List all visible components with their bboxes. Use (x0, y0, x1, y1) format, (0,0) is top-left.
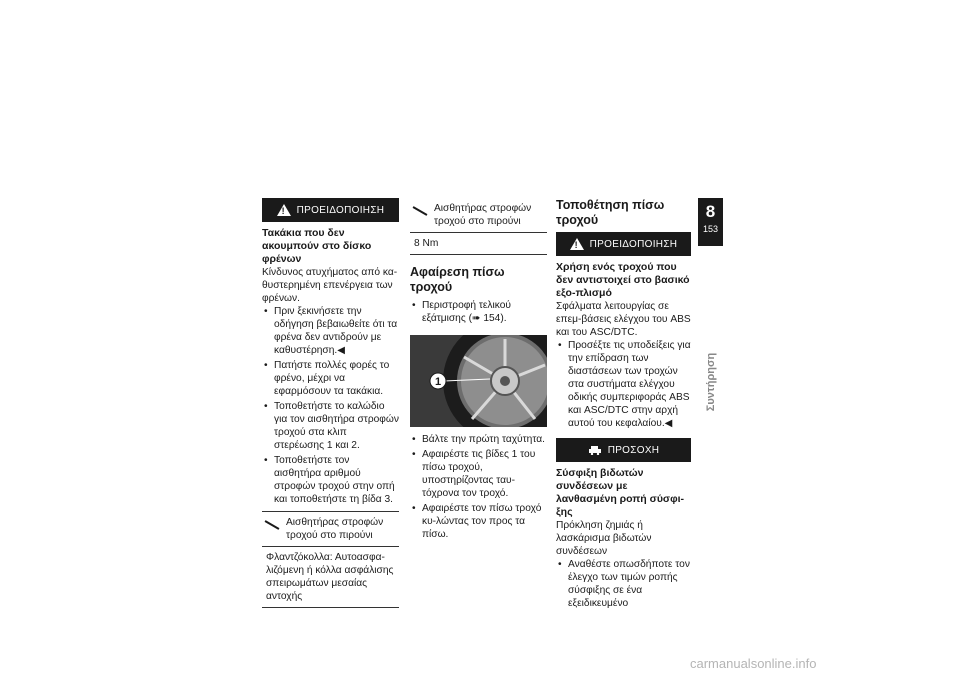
list-item: • Πατήστε πολλές φορές το φρένο, μέχρι να εφαρμόσουν τα τακάκια. (262, 359, 399, 398)
column-middle (410, 198, 547, 543)
warning-banner (556, 232, 691, 256)
chapter-number: 8 (705, 202, 716, 221)
warning-label: ΠΡΟΕΙΔΟΠΟΙΗΣΗ (296, 204, 385, 216)
bullet-list (556, 558, 691, 610)
torque-note (262, 511, 399, 547)
bullet-list (556, 339, 691, 430)
caution-label: ΠΡΟΣΟΧΗ (607, 444, 660, 456)
caution-banner (556, 438, 691, 462)
list-item: • Τοποθετήστε τον αισθητήρα αριθμού στροφών τροχού στην οπή και τοποθετήστε τη βίδα 3. (262, 454, 399, 506)
caution-intro: Πρόκληση ζημιάς ή λασκάρισμα βιδωτών συνδέσεων (556, 520, 652, 557)
figure-callout-label: 1 (434, 376, 442, 388)
note-text: Αισθητήρας στροφών τροχού στο πιρούνι (286, 517, 384, 541)
watermark: carmanualsonline.info (690, 656, 817, 671)
torque-note (410, 198, 547, 233)
list-item: • Πριν ξεκινήσετε την οδήγηση βεβαιωθείτε ότι τα φρένα δεν αντιδρούν με καθυστέρηση.◀ (262, 305, 399, 357)
chapter-tab (698, 198, 723, 246)
section-heading: Αφαίρεση πίσω τροχού (410, 265, 505, 294)
chapter-title: Συντήρηση (704, 352, 717, 412)
list-item: • Βάλτε την πρώτη ταχύτητα. (410, 433, 547, 446)
warning-triangle-icon (277, 204, 291, 216)
warning-heading: Τακάκια που δεν ακουμπούν στο δίσκο φρένων (262, 227, 372, 265)
warning-triangle-icon (570, 238, 584, 250)
note-text: Αισθητήρας στροφών τροχού στο πιρούνι (434, 203, 532, 227)
list-item: • Τοποθετήστε το καλώδιο για τον αισθητήρα στροφών τροχού στα κλιπ στερέωσης 1 και 2. (262, 400, 399, 452)
column-right (556, 198, 691, 612)
torque-value: 8 Nm (410, 233, 547, 255)
car-damage-icon (588, 445, 602, 455)
bullet-list (410, 299, 547, 325)
section-heading: Τοποθέτηση πίσω τροχού (556, 198, 665, 227)
wrench-icon (262, 516, 286, 542)
thread-locker-note: Φλαντζόκολλα: Αυτοασφα-λιζόμενη ή κόλλα ασφάλισης σπειρωμάτων μεσαίας αντοχής (262, 547, 399, 608)
chapter-side-label (698, 342, 723, 422)
warning-intro: Σφάλματα λειτουργίας σε επεμ-βάσεις ελέγχου του ABS και του ASC/DTC. (556, 301, 691, 338)
list-item: • Αφαιρέστε τον πίσω τροχό κυ-λώντας τον προς τα πίσω. (410, 502, 547, 541)
rear-wheel-figure (410, 335, 547, 427)
warning-intro: Κίνδυνος ατυχήματος από κα-θυστερημένη επενέργεια των φρένων. (262, 267, 398, 304)
wrench-icon (410, 202, 434, 228)
bullet-list (410, 433, 547, 541)
list-item: • Περιστροφή τελικού εξάτμισης (➠ 154). (410, 299, 547, 325)
list-item: • Προσέξτε τις υποδείξεις για την επίδραση των διαστάσεων των τροχών στα συστήματα ελέγχου οδικής συμπεριφοράς ABS και ASC/DTC στην αρχή αυτού του κεφαλαίου.◀ (556, 339, 691, 430)
warning-label: ΠΡΟΕΙΔΟΠΟΙΗΣΗ (589, 238, 678, 250)
column-left (262, 198, 399, 608)
list-item: • Αναθέστε οπωσδήποτε τον έλεγχο των τιμών ροπής σύσφιξης σε ένα εξειδικευμένο (556, 558, 691, 610)
caution-heading: Σύσφιξη βιδωτών συνδέσεων με λανθασμένη ροπή σύσφι-ξης (556, 467, 685, 518)
page-number: 153 (702, 224, 719, 234)
wheel-illustration (410, 335, 547, 427)
bullet-list (262, 305, 399, 506)
warning-heading: Χρήση ενός τροχού που δεν αντιστοιχεί στο βασικό εξο-πλισμό (556, 261, 690, 299)
warning-banner (262, 198, 399, 222)
list-item: • Αφαιρέστε τις βίδες 1 του πίσω τροχού, υποστηρίζοντας ταυ-τόχρονα τον τροχό. (410, 448, 547, 500)
